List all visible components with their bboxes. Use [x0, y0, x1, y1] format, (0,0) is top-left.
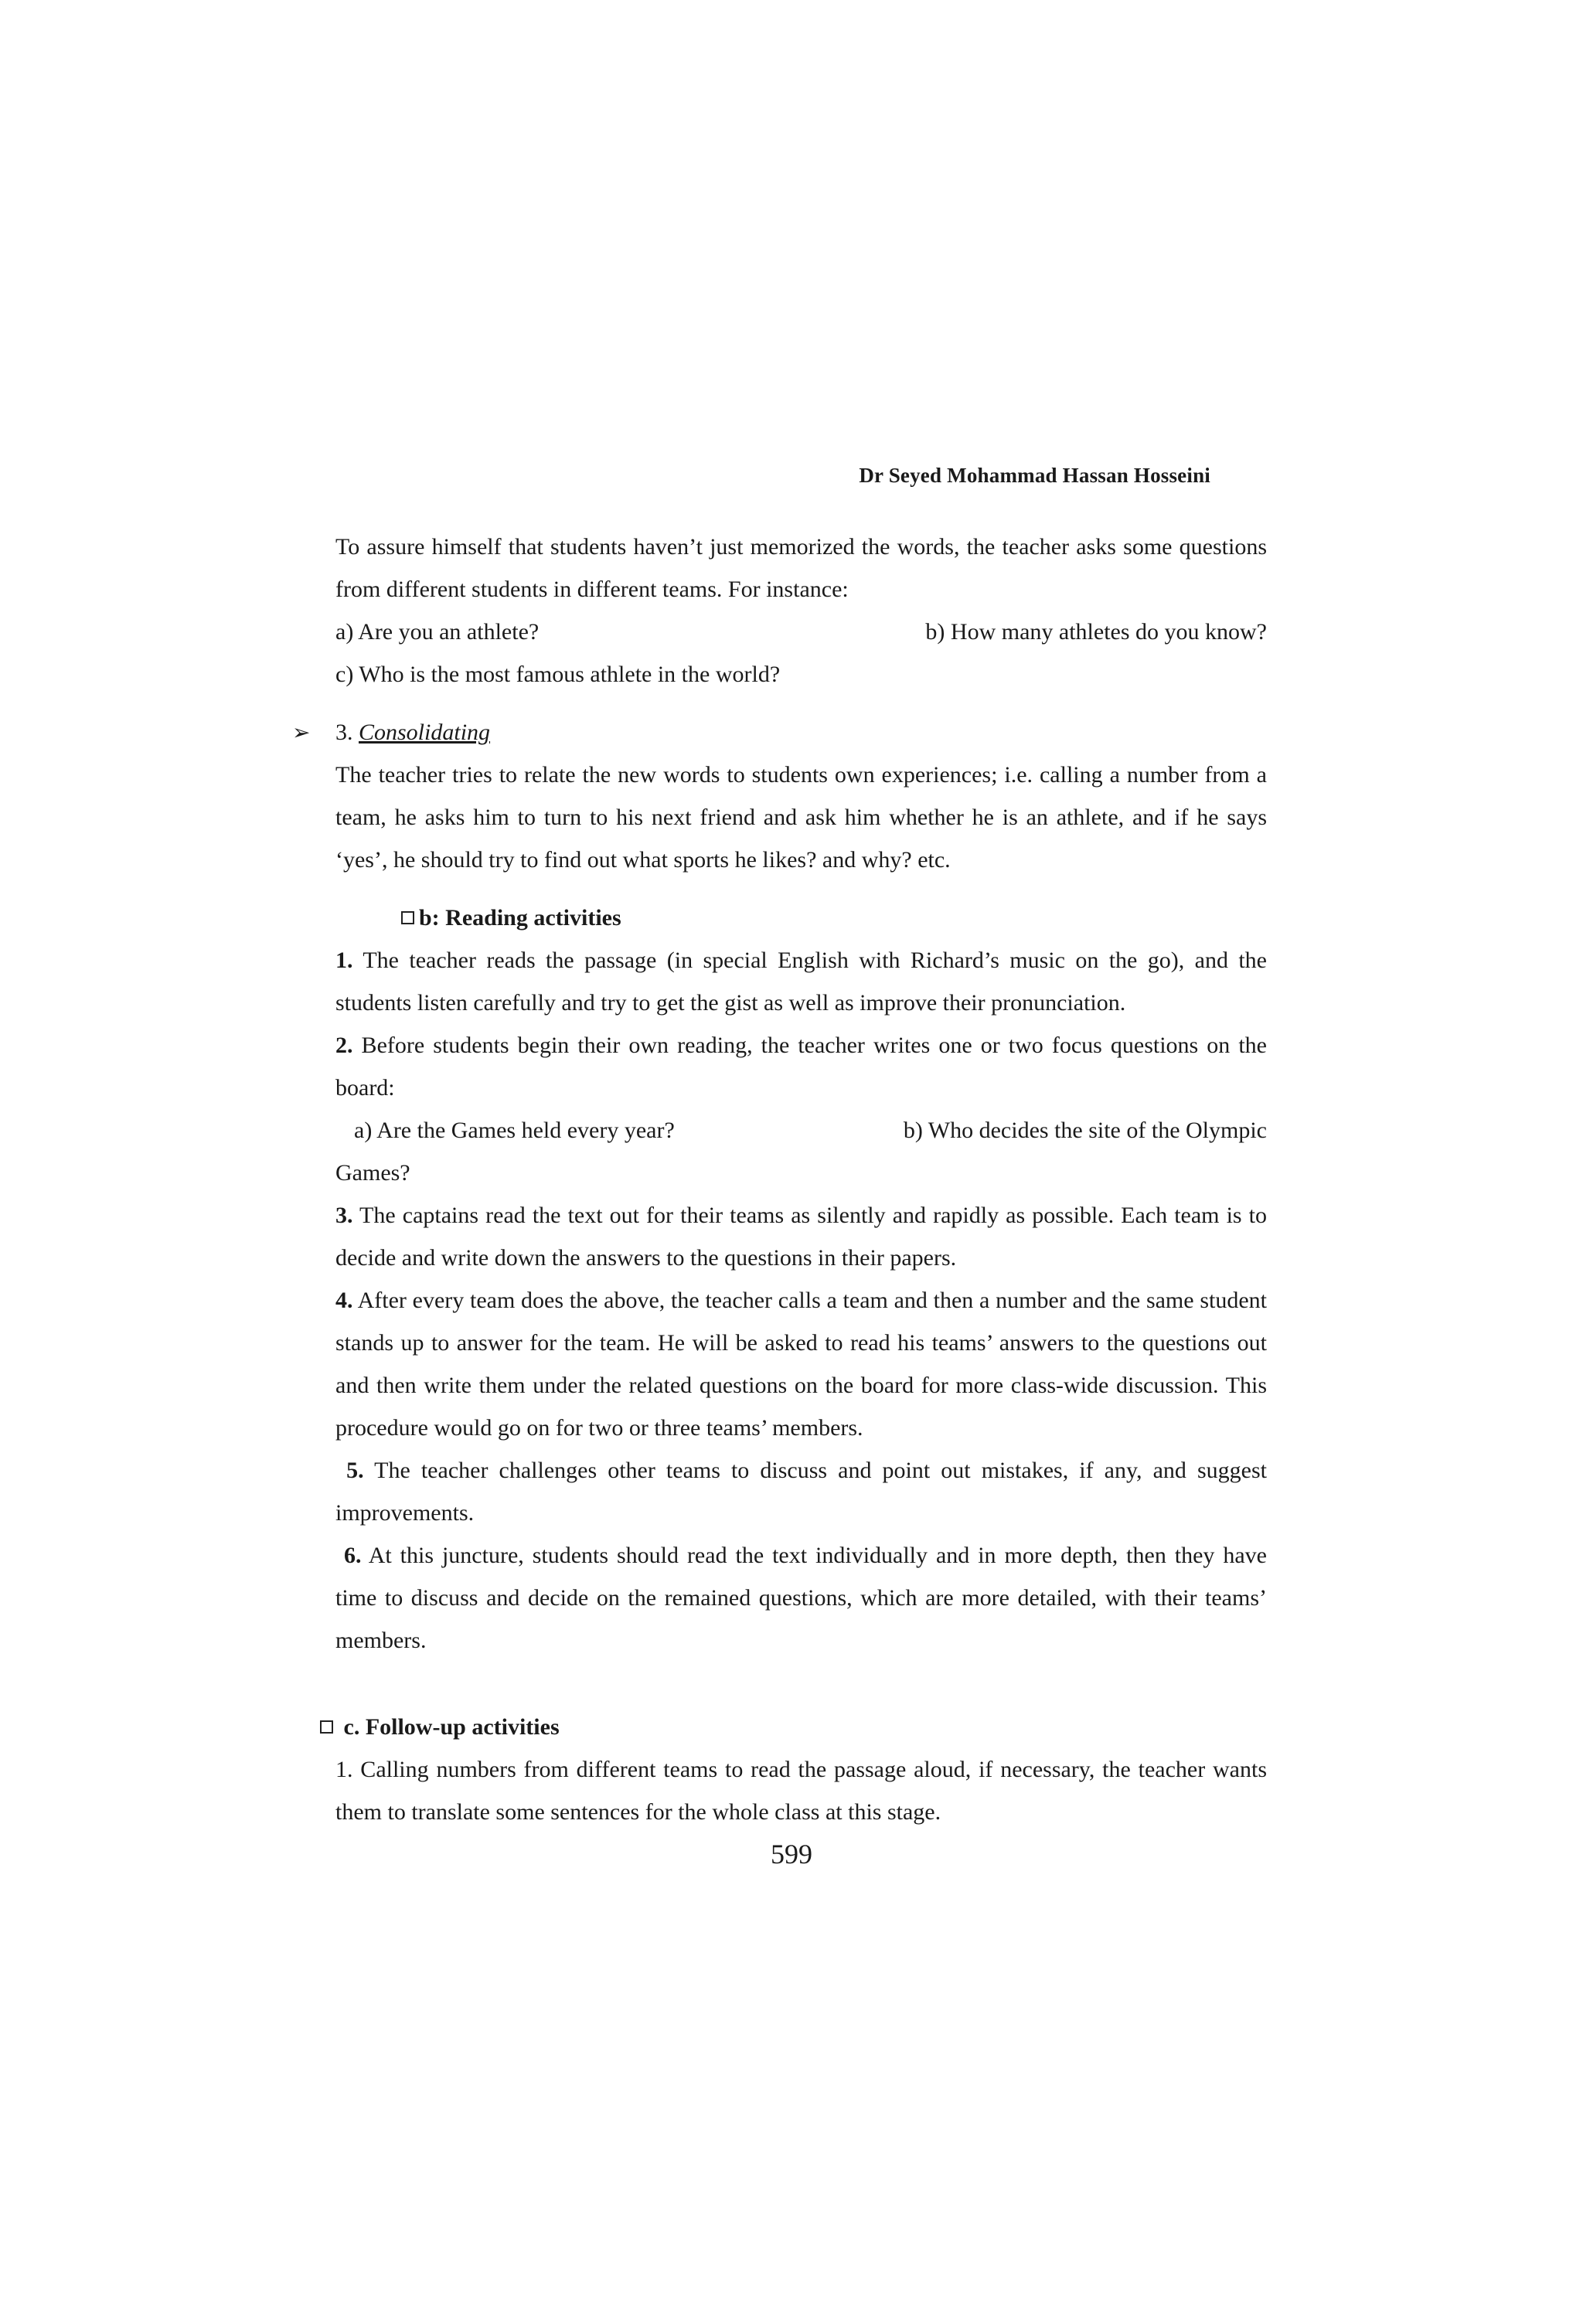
running-header-author: Dr Seyed Mohammad Hassan Hosseini	[859, 464, 1210, 487]
focus-question-b: b) Who decides the site of the Olympic	[903, 1118, 1267, 1143]
page-number: 599	[771, 1839, 812, 1870]
arrow-bullet-icon: ➢	[292, 720, 311, 745]
checkbox-bullet-icon	[320, 1720, 333, 1734]
reading-item-1: 1. The teacher reads the passage (in special English with Richard’s music on the go), and the students listen carefully and try to get the gist as well as improve their pronunciation.	[335, 948, 1267, 1016]
focus-question-b-continued: Games?	[335, 1160, 410, 1186]
reading-item-6: 6. At this juncture, students should read the text individually and in more depth, then they have time to discuss and decide on the remained questions, which are more detailed, with their teams’ members.	[335, 1543, 1268, 1653]
consolidating-paragraph: The teacher tries to relate the new words to students own experiences; i.e. calling a number from a team, he asks him to turn to his next friend and ask him whether he is an athlete, and if he says ‘yes’, he should try to find out what sports he likes? and why? etc.	[335, 762, 1267, 873]
reading-item-4: 4. After every team does the above, the teacher calls a team and then a number and the same student stands up to answer for the team. He will be asked to read his teams’ answers to the questions out and then write them under the related questions on the board for more class-wide discussion. This procedure would go on for two or three teams’ members.	[335, 1288, 1267, 1441]
reading-heading-text: b: Reading activities	[419, 905, 621, 931]
checkbox-bullet-icon	[401, 911, 414, 924]
followup-heading-text: c. Follow-up activities	[343, 1714, 560, 1740]
consolidating-heading	[292, 711, 1267, 754]
reading-activities-heading	[335, 897, 1267, 939]
followup-activities-heading	[320, 1706, 1267, 1748]
reading-item-5: 5. The teacher challenges other teams to discuss and point out mistakes, if any, and suggest improvements.	[335, 1458, 1268, 1526]
focus-question-a: a) Are the Games held every year?	[354, 1118, 675, 1143]
main-content	[292, 526, 1268, 1833]
focus-questions-row	[335, 1109, 1267, 1152]
intro-question-c: c) Who is the most famous athlete in the world?	[335, 662, 781, 687]
consolidating-number: 3.	[335, 720, 359, 745]
followup-paragraph: 1. Calling numbers from different teams to read the passage aloud, if necessary, the teacher wants them to translate some sentences for the whole class at this stage.	[335, 1757, 1267, 1825]
intro-paragraph: To assure himself that students haven’t just memorized the words, the teacher asks some questions from different students in different teams. For instance:	[335, 534, 1267, 602]
reading-item-2: 2. Before students begin their own reading, the teacher writes one or two focus questions on the board:	[335, 1033, 1267, 1101]
reading-item-3: 3. The captains read the text out for their teams as silently and rapidly as possible. Each team is to decide and write down the answers to the questions in their papers.	[335, 1203, 1267, 1271]
intro-questions-row	[335, 611, 1267, 653]
consolidating-title: Consolidating	[359, 720, 491, 745]
intro-question-a: a) Are you an athlete?	[335, 619, 540, 645]
intro-question-b: b) How many athletes do you know?	[925, 619, 1267, 645]
